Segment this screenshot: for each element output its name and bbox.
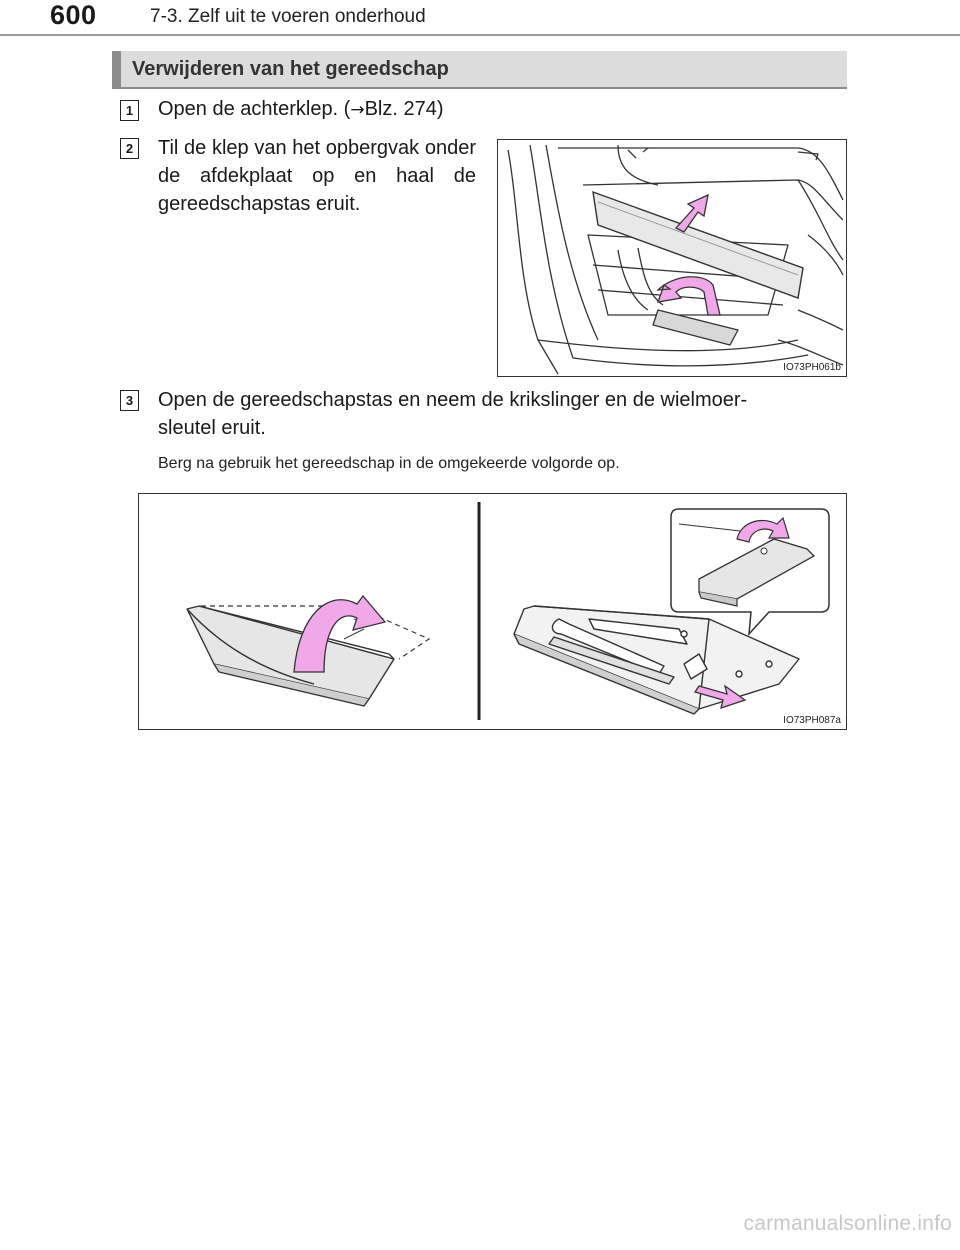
step-3-line-2: sleutel eruit. (158, 417, 266, 439)
figure-tool-bag-illustration (138, 493, 847, 730)
step-1-text (158, 95, 444, 124)
figure-trunk-illustration (497, 139, 847, 377)
note-text: Berg na gebruik het gereedschap in de omgekeerde volgorde op. (158, 455, 620, 472)
arrow-icon: → (350, 100, 365, 120)
figure-2-code: IO73PH087a (783, 715, 841, 726)
trunk-illustration (498, 140, 845, 375)
step-2-text: Til de klep van het opbergvak onder de afdekplaat op en haal de gereedschapstas eruit. (158, 137, 476, 215)
step-1-badge: 1 (120, 100, 139, 121)
step-1-text-before: Open de achterklep. ( (158, 98, 351, 120)
figure-1-code: IO73PH061b (783, 362, 841, 373)
step-3-badge: 3 (120, 390, 139, 411)
section-header (112, 51, 847, 89)
section-accent (112, 51, 121, 87)
watermark: carmanualsonline.info (743, 1212, 952, 1235)
step-1-page-ref: Blz. 274) (364, 98, 444, 120)
header-divider (0, 34, 960, 36)
section-title: Verwijderen van het gereedschap (132, 58, 449, 80)
tool-bag-illustration (139, 494, 845, 728)
chapter-title: 7-3. Zelf uit te voeren onderhoud (150, 6, 426, 27)
step-3-line-1: Open de gereedschapstas en neem de krikslinger en de wielmoer- (158, 389, 748, 411)
step-3-text (158, 386, 848, 442)
page-number: 600 (50, 0, 97, 30)
step-2-badge: 2 (120, 138, 139, 159)
